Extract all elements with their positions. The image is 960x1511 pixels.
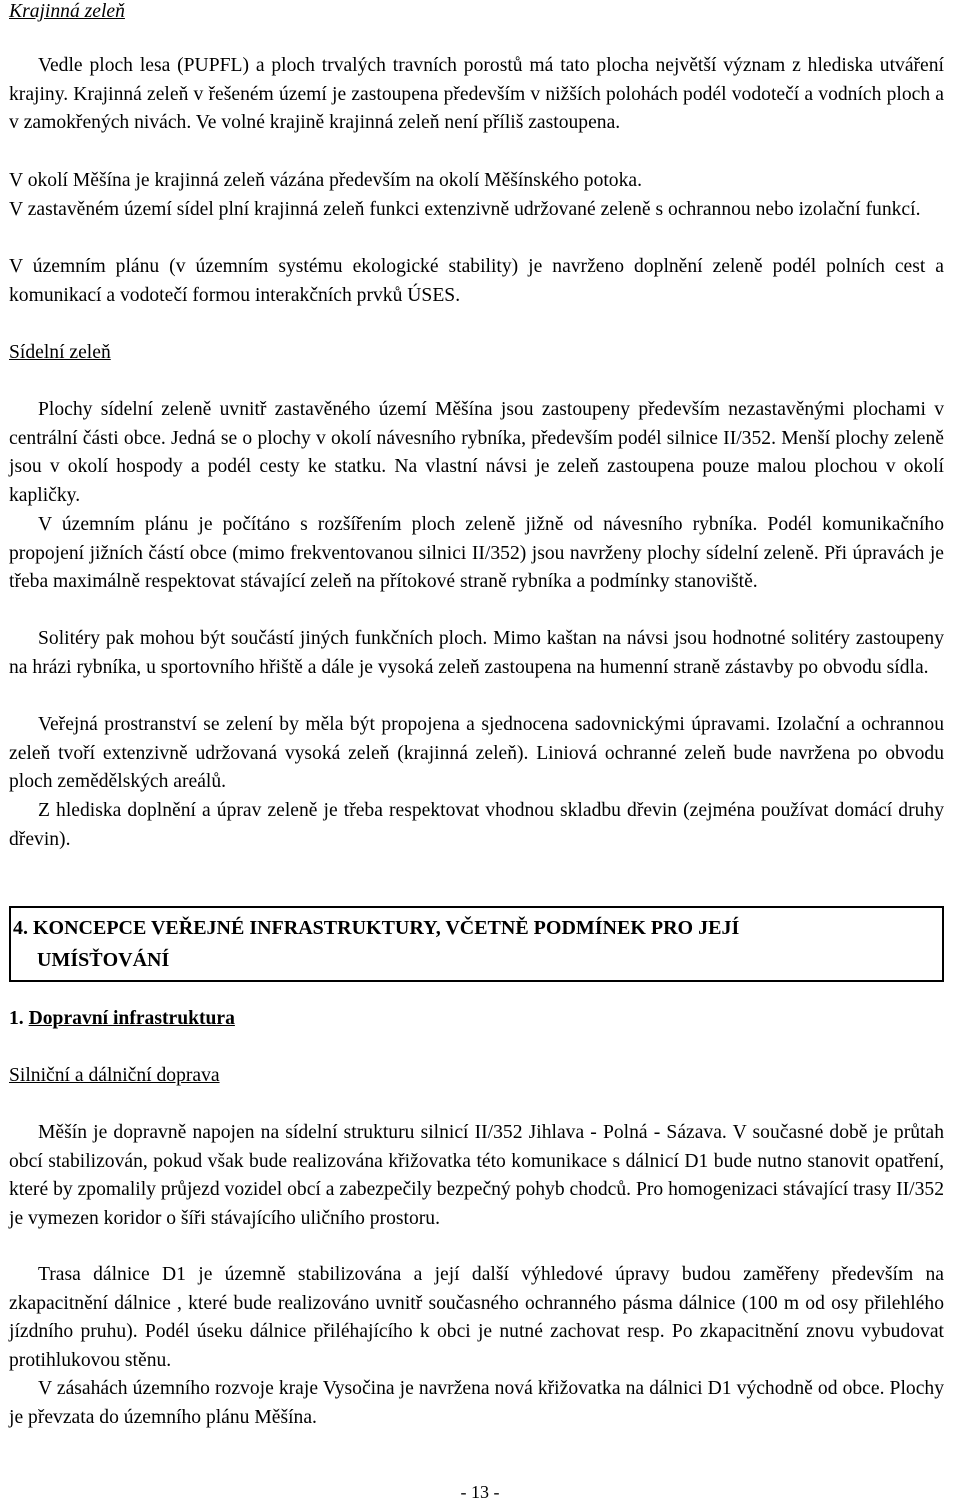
paragraph-sidelni-1: Plochy sídelní zeleně uvnitř zastavěného území Měšína jsou zastoupeny především nezastavěnými plochami v centrální části obce. Jedná se o plochy v okolí návesního rybníka, především podél silnice II/352. Menší plochy zeleně jsou v okolí hospody a podél cesty ke statku. Na vlastní návsi je zeleň zastoupena pouze malou plochou v okolí kapličky. bbox=[9, 399, 944, 507]
section-number: 1. bbox=[9, 1008, 24, 1029]
paragraph-sidelni-2: V územním plánu je počítáno s rozšířením ploch zeleně jižně od návesního rybníka. Podél komunikačního propojení jižních částí obce (mimo frekventovanou silnici II/352) jsou navrženy plochy sídelní zeleně. Při úpravách je třeba maximálně respektovat stávající zeleň na přítokové straně rybníka a podmínky stanoviště. bbox=[9, 514, 944, 593]
section-heading-krajinna-zelen: Krajinná zeleň bbox=[9, 1, 125, 22]
paragraph-krajinna-2: V okolí Měšína je krajinná zeleň vázána především na okolí Měšínského potoka. bbox=[9, 170, 642, 191]
section-title: Dopravní infrastruktura bbox=[28, 1008, 235, 1029]
section-heading-dopravni-infrastruktura bbox=[9, 1005, 944, 1034]
paragraph-krajinna-1: Vedle ploch lesa (PUPFL) a ploch trvalých travních porostů má tato plocha největší význam z hlediska utváření krajiny. Krajinná zeleň v řešeném území je zastoupena především v nižších polohách podél vodotečí a vodních ploch a v zamokřených nivách. Ve volné krajině krajinná zeleň není příliš zastoupena. bbox=[9, 55, 944, 134]
paragraph-doprava-3: V zásahách územního rozvoje kraje Vysočina je navržena nová křižovatka na dálnici D1 východně od obce. Plochy je převzata do územního plánu Měšína. bbox=[9, 1378, 944, 1428]
paragraph-sidelni-4: Veřejná prostranství se zelení by měla být propojena a sjednocena sadovnickými úpravami. Izolační a ochrannou zeleň tvoří extenzivně udržovaná vysoká zeleň (krajinná zeleň). Liniová ochranné zeleň bude navržena po obvodu ploch zemědělských areálů. bbox=[9, 714, 944, 793]
paragraph-doprava-2: Trasa dálnice D1 je územně stabilizována a její další výhledové úpravy budou zaměřeny především na zkapacitnění dálnice , které bude realizováno uvnitř současného ochranného pásma dálnice (100 m od osy přilehlého jízdního pruhu). Podél úseku dálnice přiléhajícího k obci je nutné zachovat resp. Po zkapacitnění znovu vybudovat protihlukovou stěnu. bbox=[9, 1264, 944, 1372]
paragraph-sidelni-5: Z hlediska doplnění a úprav zeleně je třeba respektovat vhodnou skladbu dřevin (zejména používat domácí druhy dřevin). bbox=[9, 800, 944, 850]
paragraph-krajinna-4: V územním plánu (v územním systému ekologické stability) je navrženo doplnění zeleně podél polních cest a komunikací a vodotečí formou interakčních prvků ÚSES. bbox=[9, 256, 944, 306]
chapter-heading-line-2: UMÍSŤOVÁNÍ bbox=[37, 949, 170, 971]
paragraph-sidelni-3: Solitéry pak mohou být součástí jiných funkčních ploch. Mimo kaštan na návsi jsou hodnotné solitéry zastoupeny na hrázi rybníka, u sportovního hřiště a dále je vysoká zeleň zastoupena na humenní straně zástavby po obvodu sídla. bbox=[9, 628, 944, 678]
paragraph-krajinna-3: V zastavěném území sídel plní krajinná zeleň funkci extenzivně udržované zeleně s ochrannou nebo izolační funkcí. bbox=[9, 199, 921, 220]
page-number: - 13 - bbox=[460, 1482, 500, 1502]
chapter-heading-box bbox=[9, 906, 944, 982]
subsection-heading-silnicni-doprava: Silniční a dálniční doprava bbox=[9, 1065, 220, 1086]
chapter-heading-line-1: 4. KONCEPCE VEŘEJNÉ INFRASTRUKTURY, VČETNĚ PODMÍNEK PRO JEJÍ bbox=[13, 917, 740, 939]
section-heading-sidelni-zelen: Sídelní zeleň bbox=[9, 342, 111, 363]
paragraph-doprava-1: Měšín je dopravně napojen na sídelní strukturu silnicí II/352 Jihlava - Polná - Sázava. V současné době je průtah obcí stabilizován, pokud však bude realizována křižovatka této komunikace s dálnicí D1 bude nutno stanovit opatření, které by zpomalily průjezd vozidel obcí a zabezpečily bezpečný pohyb chodců. Pro homogenizaci stávající trasy II/352 je vymezen koridor o šíři stávajícího uličního prostoru. bbox=[9, 1122, 944, 1230]
